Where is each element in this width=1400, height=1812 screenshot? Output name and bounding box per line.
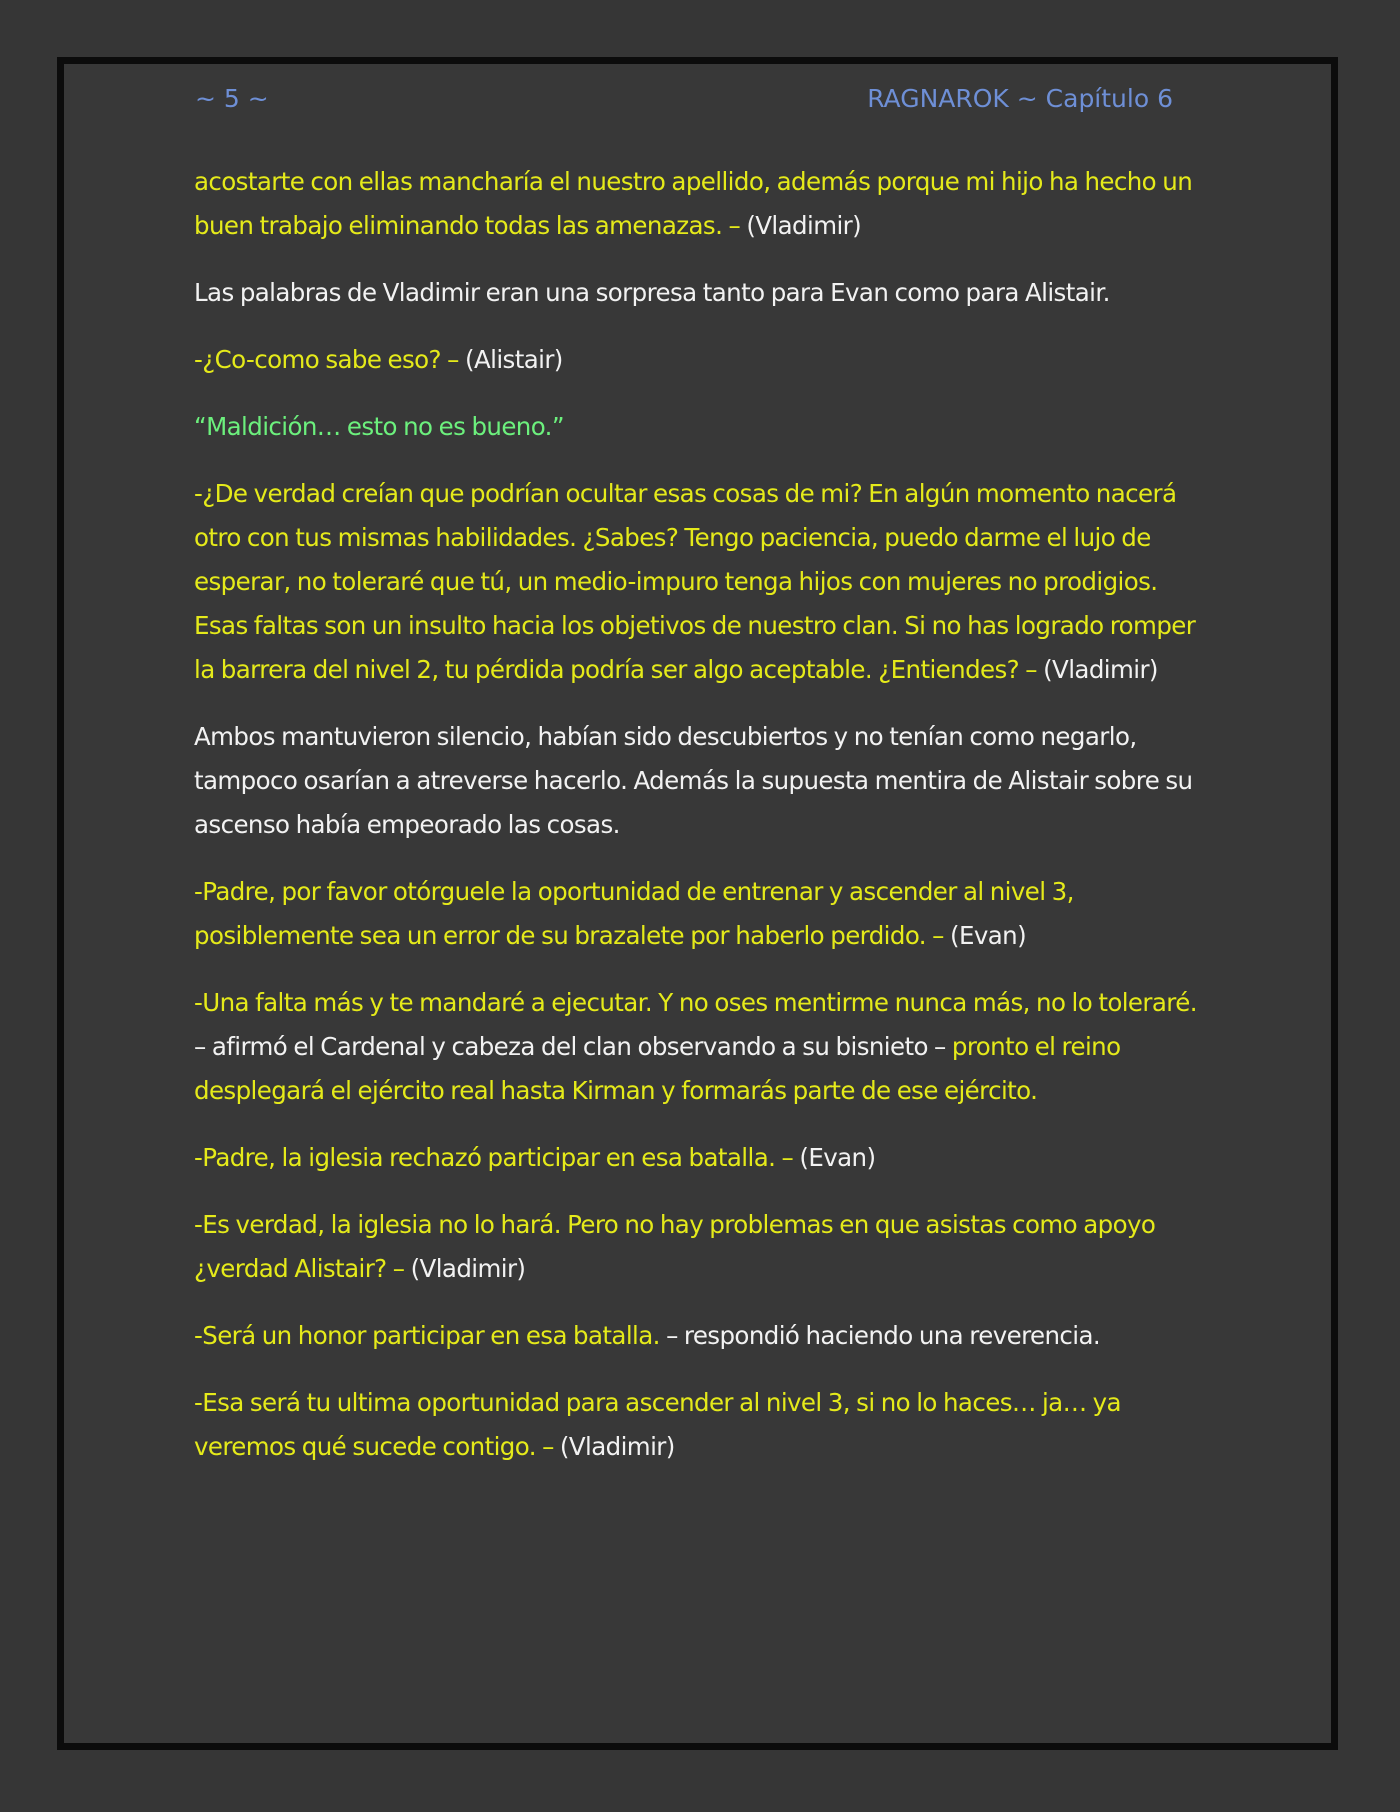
speaker-tag: (Vladimir): [559, 1432, 675, 1461]
dialogue-text: -¿De verdad creían que podrían ocultar esas cosas de mi? En algún momento nacerá otro con tus mismas habilidades. ¿Sabes? Tengo paciencia, puedo darme el lujo de esperar, no toleraré que tú, un medio-impuro tenga hijos con mujeres no prodigios. Esas faltas son un insulto hacia los objetivos de nuestro clan. Si no has logrado romper la barrera del nivel 2, tu pérdida podría ser algo aceptable. ¿Entiendes? –: [194, 479, 1196, 684]
page-number: ~ 5 ~: [195, 84, 269, 113]
thought-text: “Maldición… esto no es bueno.”: [194, 412, 564, 441]
paragraph: [194, 1314, 1210, 1358]
dialogue-text: acostarte con ellas mancharía el nuestro apellido, además porque mi hijo ha hecho un buen trabajo eliminando todas las amenazas. –: [194, 167, 1193, 240]
page-header: [195, 84, 1173, 124]
dialogue-text: -¿Co-como sabe eso? –: [194, 345, 465, 374]
paragraph: [194, 160, 1210, 248]
paragraph: [194, 1381, 1210, 1469]
speaker-tag: (Evan): [799, 1143, 876, 1172]
narration-text: Ambos mantuvieron silencio, habían sido descubiertos y no tenían como negarlo, tampoco osarían a atreverse hacerlo. Además la supuesta mentira de Alistair sobre su ascenso había empeorado las cosas.: [194, 722, 1193, 839]
paragraph: [194, 405, 1210, 449]
running-title: RAGNAROK ~ Capítulo 6: [867, 84, 1173, 113]
dialogue-text: -Padre, por favor otórguele la oportunidad de entrenar y ascender al nivel 3, posiblemente sea un error de su brazalete por haberlo perdido. –: [194, 877, 1074, 950]
dialogue-text: -Es verdad, la iglesia no lo hará. Pero no hay problemas en que asistas como apoyo ¿verdad Alistair? –: [194, 1210, 1156, 1283]
narration-text: – respondió haciendo una reverencia.: [666, 1321, 1101, 1350]
speaker-tag: (Evan): [950, 921, 1027, 950]
paragraph: [194, 1136, 1210, 1180]
chapter-text: [194, 160, 1210, 1492]
paragraph: [194, 870, 1210, 958]
paragraph: [194, 981, 1210, 1113]
dialogue-text: -Será un honor participar en esa batalla.: [194, 1321, 667, 1350]
narration-text: Las palabras de Vladimir eran una sorpresa tanto para Evan como para Alistair.: [194, 278, 1110, 307]
narration-text: – afirmó el Cardenal y cabeza del clan observando a su bisnieto –: [194, 1032, 952, 1061]
dialogue-text: -Padre, la iglesia rechazó participar en esa batalla. –: [194, 1143, 800, 1172]
dialogue-text: -Esa será tu ultima oportunidad para ascender al nivel 3, si no lo haces… ja… ya veremos qué sucede contigo. –: [194, 1388, 1121, 1461]
speaker-tag: (Vladimir): [410, 1254, 526, 1283]
dialogue-text: -Una falta más y te mandaré a ejecutar. Y no oses mentirme nunca más, no lo toleraré.: [194, 988, 1197, 1017]
dialogue-text: pronto el reino desplegará el ejército real hasta Kirman y formarás parte de ese ejército.: [194, 1032, 1121, 1105]
paragraph: [194, 271, 1210, 315]
speaker-tag: (Vladimir): [746, 211, 862, 240]
speaker-tag: (Alistair): [465, 345, 563, 374]
paragraph: [194, 1203, 1210, 1291]
speaker-tag: (Vladimir): [1043, 655, 1158, 684]
paragraph: [194, 472, 1210, 692]
paragraph: [194, 715, 1210, 847]
paragraph: [194, 338, 1210, 382]
